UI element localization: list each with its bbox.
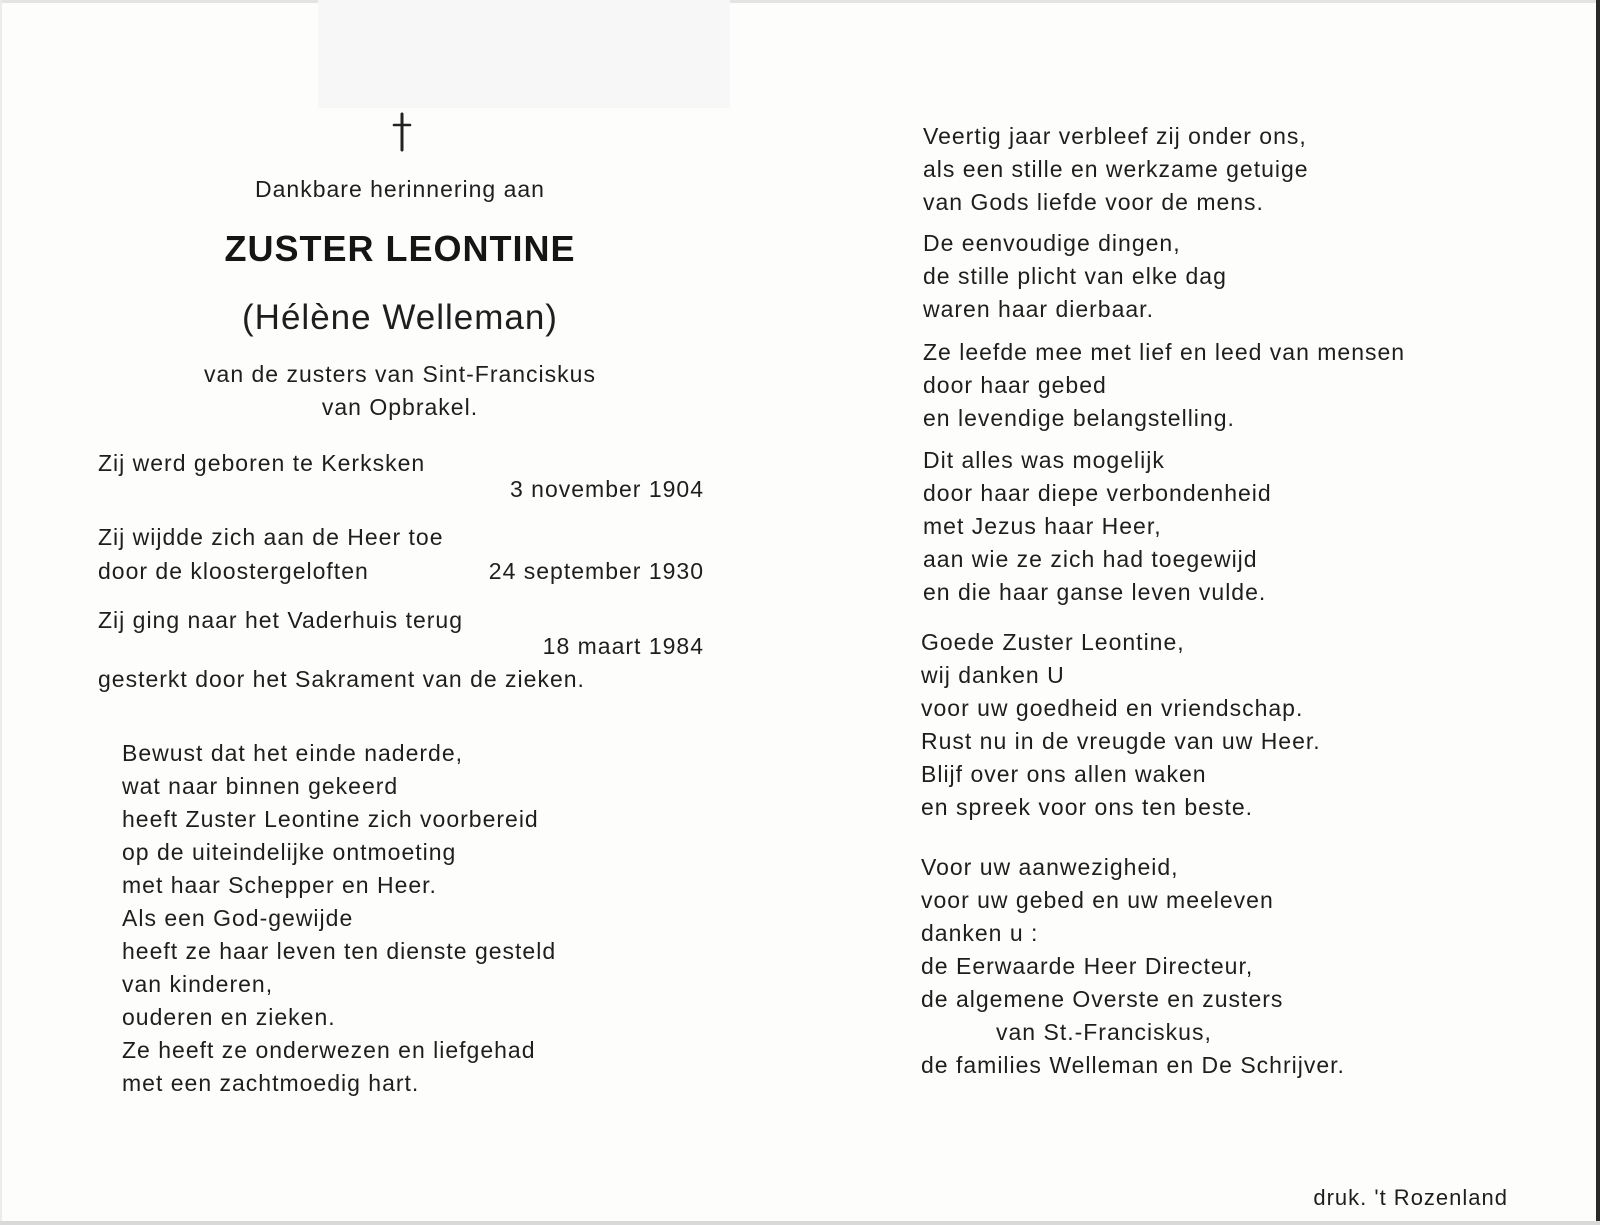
thanks-line: van St.-Franciskus, [996, 1019, 1212, 1045]
card-top-edge [0, 0, 1600, 3]
thanks-block [921, 851, 1345, 1082]
birth-date: 3 november 1904 [509, 476, 704, 502]
intro-text: Dankbare herinnering aan [255, 176, 545, 202]
death-date: 18 maart 1984 [542, 633, 704, 659]
verse-line: Veertig jaar verbleef zij onder ons, [923, 123, 1307, 149]
order-line-1: van de zusters van Sint-Franciskus [204, 361, 596, 387]
right-stanza-2 [923, 227, 1227, 326]
cross-icon [390, 112, 414, 152]
death-sacrament: gesterkt door het Sakrament van de zieken. [98, 666, 585, 692]
scan-shadow [318, 0, 730, 108]
thanks-line: de algemene Overste en zusters [921, 986, 1284, 1012]
verse-line: wij danken U [921, 662, 1065, 688]
verse-line: Blijf over ons allen waken [921, 761, 1207, 787]
card-bottom-edge [0, 1221, 1600, 1225]
verse-line: wat naar binnen gekeerd [122, 773, 399, 799]
verse-line: aan wie ze zich had toegewijd [923, 546, 1258, 572]
left-verse [122, 737, 556, 1100]
thanks-line: voor uw gebed en uw meeleven [921, 887, 1274, 913]
thanks-line: Voor uw aanwezigheid, [921, 854, 1179, 880]
card-right-edge [1596, 0, 1600, 1225]
verse-line: en spreek voor ons ten beste. [921, 794, 1254, 820]
verse-line: de stille plicht van elke dag [923, 263, 1227, 289]
verse-line: De eenvoudige dingen, [923, 230, 1181, 256]
verse-line: met haar Schepper en Heer. [122, 872, 437, 898]
right-stanza-5 [921, 626, 1321, 824]
verse-line: Ze leefde mee met lief en leed van mensen [923, 339, 1406, 365]
right-stanza-4 [923, 444, 1272, 609]
thanks-line: de Eerwaarde Heer Directeur, [921, 953, 1254, 979]
verse-line: voor uw goedheid en vriendschap. [921, 695, 1304, 721]
verse-line: met Jezus haar Heer, [923, 513, 1162, 539]
death-text: Zij ging naar het Vaderhuis terug [98, 607, 463, 633]
verse-line: waren haar dierbaar. [923, 296, 1154, 322]
verse-line: op de uiteindelijke ontmoeting [122, 839, 457, 865]
thanks-line: danken u : [921, 920, 1039, 946]
verse-line: ouderen en zieken. [122, 1004, 336, 1030]
vows-line-2: door de kloostergeloften [98, 558, 369, 584]
verse-line: en levendige belangstelling. [923, 405, 1235, 431]
verse-line: door haar diepe verbondenheid [923, 480, 1272, 506]
verse-line: Rust nu in de vreugde van uw Heer. [921, 728, 1321, 754]
verse-line: van kinderen, [122, 971, 274, 997]
vows-line-1: Zij wijdde zich aan de Heer toe [98, 524, 444, 550]
verse-line: Goede Zuster Leontine, [921, 629, 1185, 655]
verse-line: met een zachtmoedig hart. [122, 1070, 420, 1096]
printer-credit: druk. 't Rozenland [1313, 1185, 1508, 1210]
verse-line: van Gods liefde voor de mens. [923, 189, 1264, 215]
verse-line: heeft Zuster Leontine zich voorbereid [122, 806, 539, 832]
verse-line: Ze heeft ze onderwezen en liefgehad [122, 1037, 536, 1063]
birth-text: Zij werd geboren te Kerksken [98, 450, 426, 476]
verse-line: door haar gebed [923, 372, 1107, 398]
civil-name: (Hélène Welleman) [242, 298, 558, 337]
order-line-2: van Opbrakel. [321, 394, 479, 420]
right-stanza-3 [923, 336, 1405, 435]
verse-line: als een stille en werkzame getuige [923, 156, 1309, 182]
verse-line: Als een God-gewijde [122, 905, 354, 931]
verse-line: heeft ze haar leven ten dienste gesteld [122, 938, 557, 964]
card-left-edge [0, 0, 2, 1225]
verse-line: Dit alles was mogelijk [923, 447, 1165, 473]
thanks-line: de families Welleman en De Schrijver. [921, 1052, 1345, 1078]
right-stanza-1 [923, 120, 1309, 219]
verse-line: en die haar ganse leven vulde. [923, 579, 1267, 605]
vows-date: 24 september 1930 [488, 558, 704, 584]
verse-line: Bewust dat het einde naderde, [122, 740, 464, 766]
deceased-name: ZUSTER LEONTINE [224, 228, 576, 269]
